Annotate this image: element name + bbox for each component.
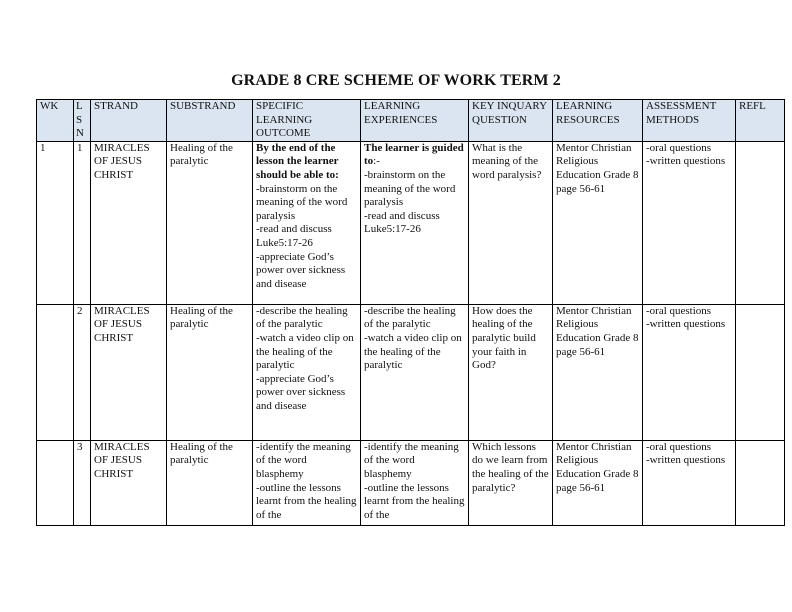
cell-substrand: Healing of the paralytic xyxy=(167,141,253,304)
header-strand: STRAND xyxy=(91,100,167,142)
cell-strand: MIRACLES OF JESUS CHRIST xyxy=(91,440,167,525)
cell-experiences xyxy=(361,141,469,304)
cell-inquiry: How does the healing of the paralytic build your faith in God? xyxy=(469,304,553,440)
experience-item: -outline the lessons learnt from the healing of the xyxy=(364,481,465,521)
cell-resources: Mentor Christian Religious Education Grade 8 page 56-61 xyxy=(553,141,643,304)
cell-wk: 1 xyxy=(37,141,74,304)
experience-item: -read and discuss Luke5:17-26 xyxy=(364,209,440,236)
assessment-item: -oral questions xyxy=(646,304,712,317)
outcome-intro: By the end of the lesson the learner should be able to: xyxy=(256,141,339,181)
cell-assessment xyxy=(643,141,736,304)
cell-assessment xyxy=(643,440,736,525)
cell-wk xyxy=(37,304,74,440)
cell-assessment xyxy=(643,304,736,440)
header-substrand: SUBSTRAND xyxy=(167,100,253,142)
outcome-item: -read and discuss Luke5:17-26 xyxy=(256,223,332,249)
header-resources: LEARNING RESOURCES xyxy=(553,100,643,142)
experiences-intro: The learner is guided to xyxy=(364,141,464,168)
cell-substrand: Healing of the paralytic xyxy=(167,304,253,440)
cell-wk xyxy=(37,440,74,525)
experience-item: -identify the meaning of the word blasphemy xyxy=(364,440,459,480)
cell-experiences xyxy=(361,440,469,525)
outcome-item: -brainstorm on the meaning of the word paralysis xyxy=(256,182,348,222)
cell-resources: Mentor Christian Religious Education Grade 8 page 56-61 xyxy=(553,440,643,525)
header-lsn: LSN xyxy=(74,100,91,142)
experience-item: -describe the healing of the paralytic xyxy=(364,304,456,331)
cell-refl xyxy=(736,440,785,525)
table-row xyxy=(37,304,785,440)
cell-refl xyxy=(736,141,785,304)
assessment-item: -oral questions xyxy=(646,440,712,453)
header-outcome: SPECIFIC LEARNING OUTCOME xyxy=(253,100,361,142)
cell-strand: MIRACLES OF JESUS CHRIST xyxy=(91,304,167,440)
cell-outcome xyxy=(253,141,361,304)
cell-refl xyxy=(736,304,785,440)
cell-inquiry: Which lessons do we learn from the healing of the paralytic? xyxy=(469,440,553,525)
assessment-item: -written questions xyxy=(646,454,726,467)
experience-item: -brainstorm on the meaning of the word paralysis xyxy=(364,168,456,209)
cell-substrand: Healing of the paralytic xyxy=(167,440,253,525)
page-title: GRADE 8 CRE SCHEME OF WORK TERM 2 xyxy=(231,72,561,89)
cell-strand: MIRACLES OF JESUS CHRIST xyxy=(91,141,167,304)
cell-outcome xyxy=(253,304,361,440)
table-header-row xyxy=(37,100,785,142)
cell-experiences xyxy=(361,304,469,440)
experiences-intro-suffix: :- xyxy=(373,155,380,168)
outcome-item: -outline the lessons learnt from the healing of the xyxy=(256,481,357,521)
header-assessment: ASSESSMENT METHODS xyxy=(643,100,736,142)
outcome-item: -appreciate God’s power over sickness and disease xyxy=(256,250,346,290)
assessment-item: -written questions xyxy=(646,155,726,168)
header-experiences: LEARNING EXPERIENCES xyxy=(361,100,469,142)
cell-resources: Mentor Christian Religious Education Grade 8 page 56-61 xyxy=(553,304,643,440)
header-wk: WK xyxy=(37,100,74,142)
cell-lsn: 1 xyxy=(74,141,91,304)
scheme-of-work-table xyxy=(36,99,785,526)
assessment-item: -oral questions xyxy=(646,141,712,154)
experience-item: -watch a video clip on the healing of the paralytic xyxy=(364,331,462,372)
outcome-item: -appreciate God’s power over sickness and disease xyxy=(256,372,346,412)
table-row xyxy=(37,141,785,304)
header-inquiry: KEY INQUARY QUESTION xyxy=(469,100,553,142)
cell-lsn: 2 xyxy=(74,304,91,440)
outcome-item: -watch a video clip on the healing of the paralytic xyxy=(256,331,354,372)
table-row xyxy=(37,440,785,525)
header-refl: REFL xyxy=(736,100,785,142)
outcome-item: -identify the meaning of the word blasphemy xyxy=(256,440,351,480)
outcome-item: -describe the healing of the paralytic xyxy=(256,304,348,331)
cell-inquiry: What is the meaning of the word paralysis? xyxy=(469,141,553,304)
cell-outcome xyxy=(253,440,361,525)
assessment-item: -written questions xyxy=(646,318,726,331)
cell-lsn: 3 xyxy=(74,440,91,525)
